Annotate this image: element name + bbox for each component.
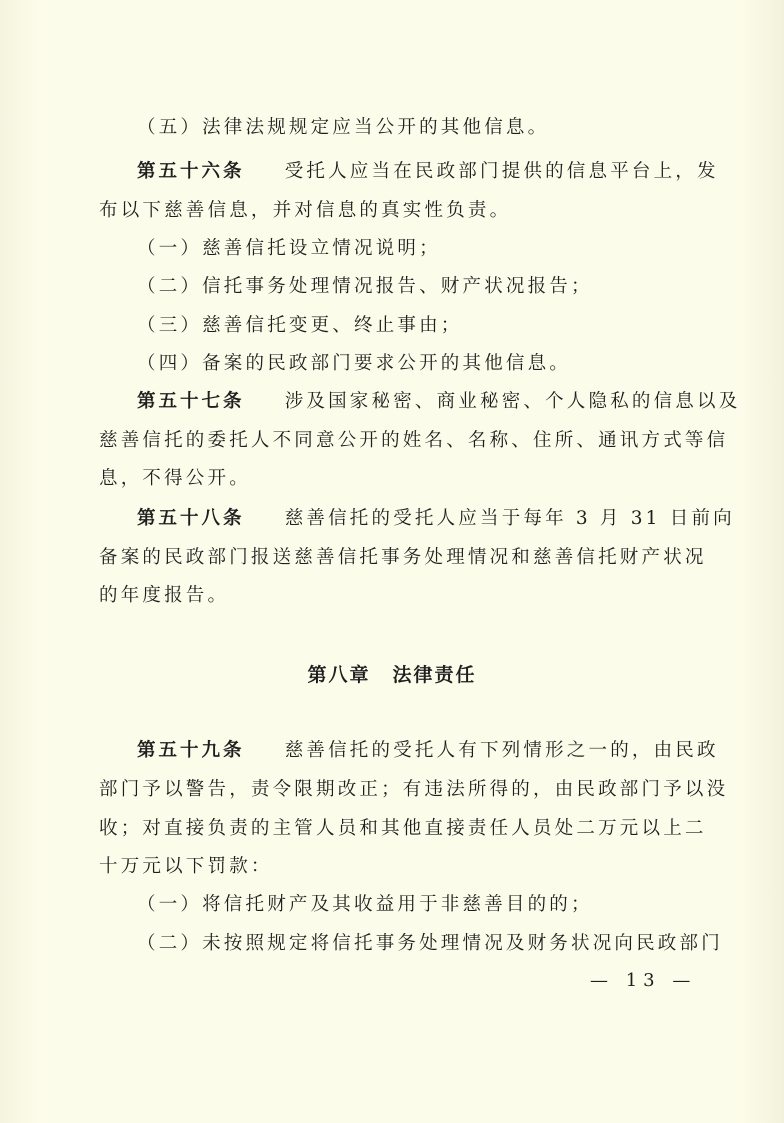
- text-line: 十万元以下罚款：: [99, 856, 273, 877]
- text-line: （四）备案的民政部门要求公开的其他信息。: [137, 353, 572, 374]
- chapter-heading: [0, 660, 784, 687]
- text-line: 布以下慈善信息，并对信息的真实性负责。: [99, 200, 512, 221]
- chapter-title: 法律责任: [392, 664, 477, 686]
- text-line: 部门予以警告，责令限期改正；有违法所得的，由民政部门予以没: [99, 779, 729, 800]
- text-line: （一）将信托财产及其收益用于非慈善目的的；: [137, 894, 593, 915]
- text-line: 的年度报告。: [99, 585, 230, 606]
- text-line: 慈善信托的委托人不同意公开的姓名、名称、住所、通讯方式等信: [99, 430, 729, 451]
- text-line: （五）法律法规规定应当公开的其他信息。: [137, 117, 550, 138]
- article-59-text: 慈善信托的受托人有下列情形之一的，由民政: [284, 740, 719, 761]
- page-number: — 13 —: [590, 970, 697, 991]
- article-57-text: 涉及国家秘密、商业秘密、个人隐私的信息以及: [284, 391, 741, 412]
- article-56-first-line: [137, 160, 737, 184]
- chapter-number: 第八章: [307, 664, 371, 686]
- article-58-first-line: [137, 507, 737, 531]
- article-58-heading: 第五十八条: [137, 508, 245, 529]
- text-line: 息，不得公开。: [99, 468, 251, 489]
- article-59-heading: 第五十九条: [137, 740, 245, 761]
- article-56-heading: 第五十六条: [137, 161, 245, 182]
- article-57-first-line: [137, 390, 741, 414]
- article-56-text: 受托人应当在民政部门提供的信息平台上，发: [284, 161, 719, 182]
- text-line: （三）慈善信托变更、终止事由；: [137, 315, 463, 336]
- text-line: 收；对直接负责的主管人员和其他直接责任人员处二万元以上二: [99, 818, 707, 839]
- text-line: 备案的民政部门报送慈善信托事务处理情况和慈善信托财产状况: [99, 547, 707, 568]
- text-line: （二）信托事务处理情况报告、财产状况报告；: [137, 276, 593, 297]
- article-59-first-line: [137, 739, 737, 763]
- article-58-text: 慈善信托的受托人应当于每年 3 月 31 日前向: [284, 508, 735, 529]
- text-line: （二）未按照规定将信托事务处理情况及财务状况向民政部门: [137, 933, 723, 954]
- article-57-heading: 第五十七条: [137, 391, 245, 412]
- text-line: （一）慈善信托设立情况说明；: [137, 238, 441, 259]
